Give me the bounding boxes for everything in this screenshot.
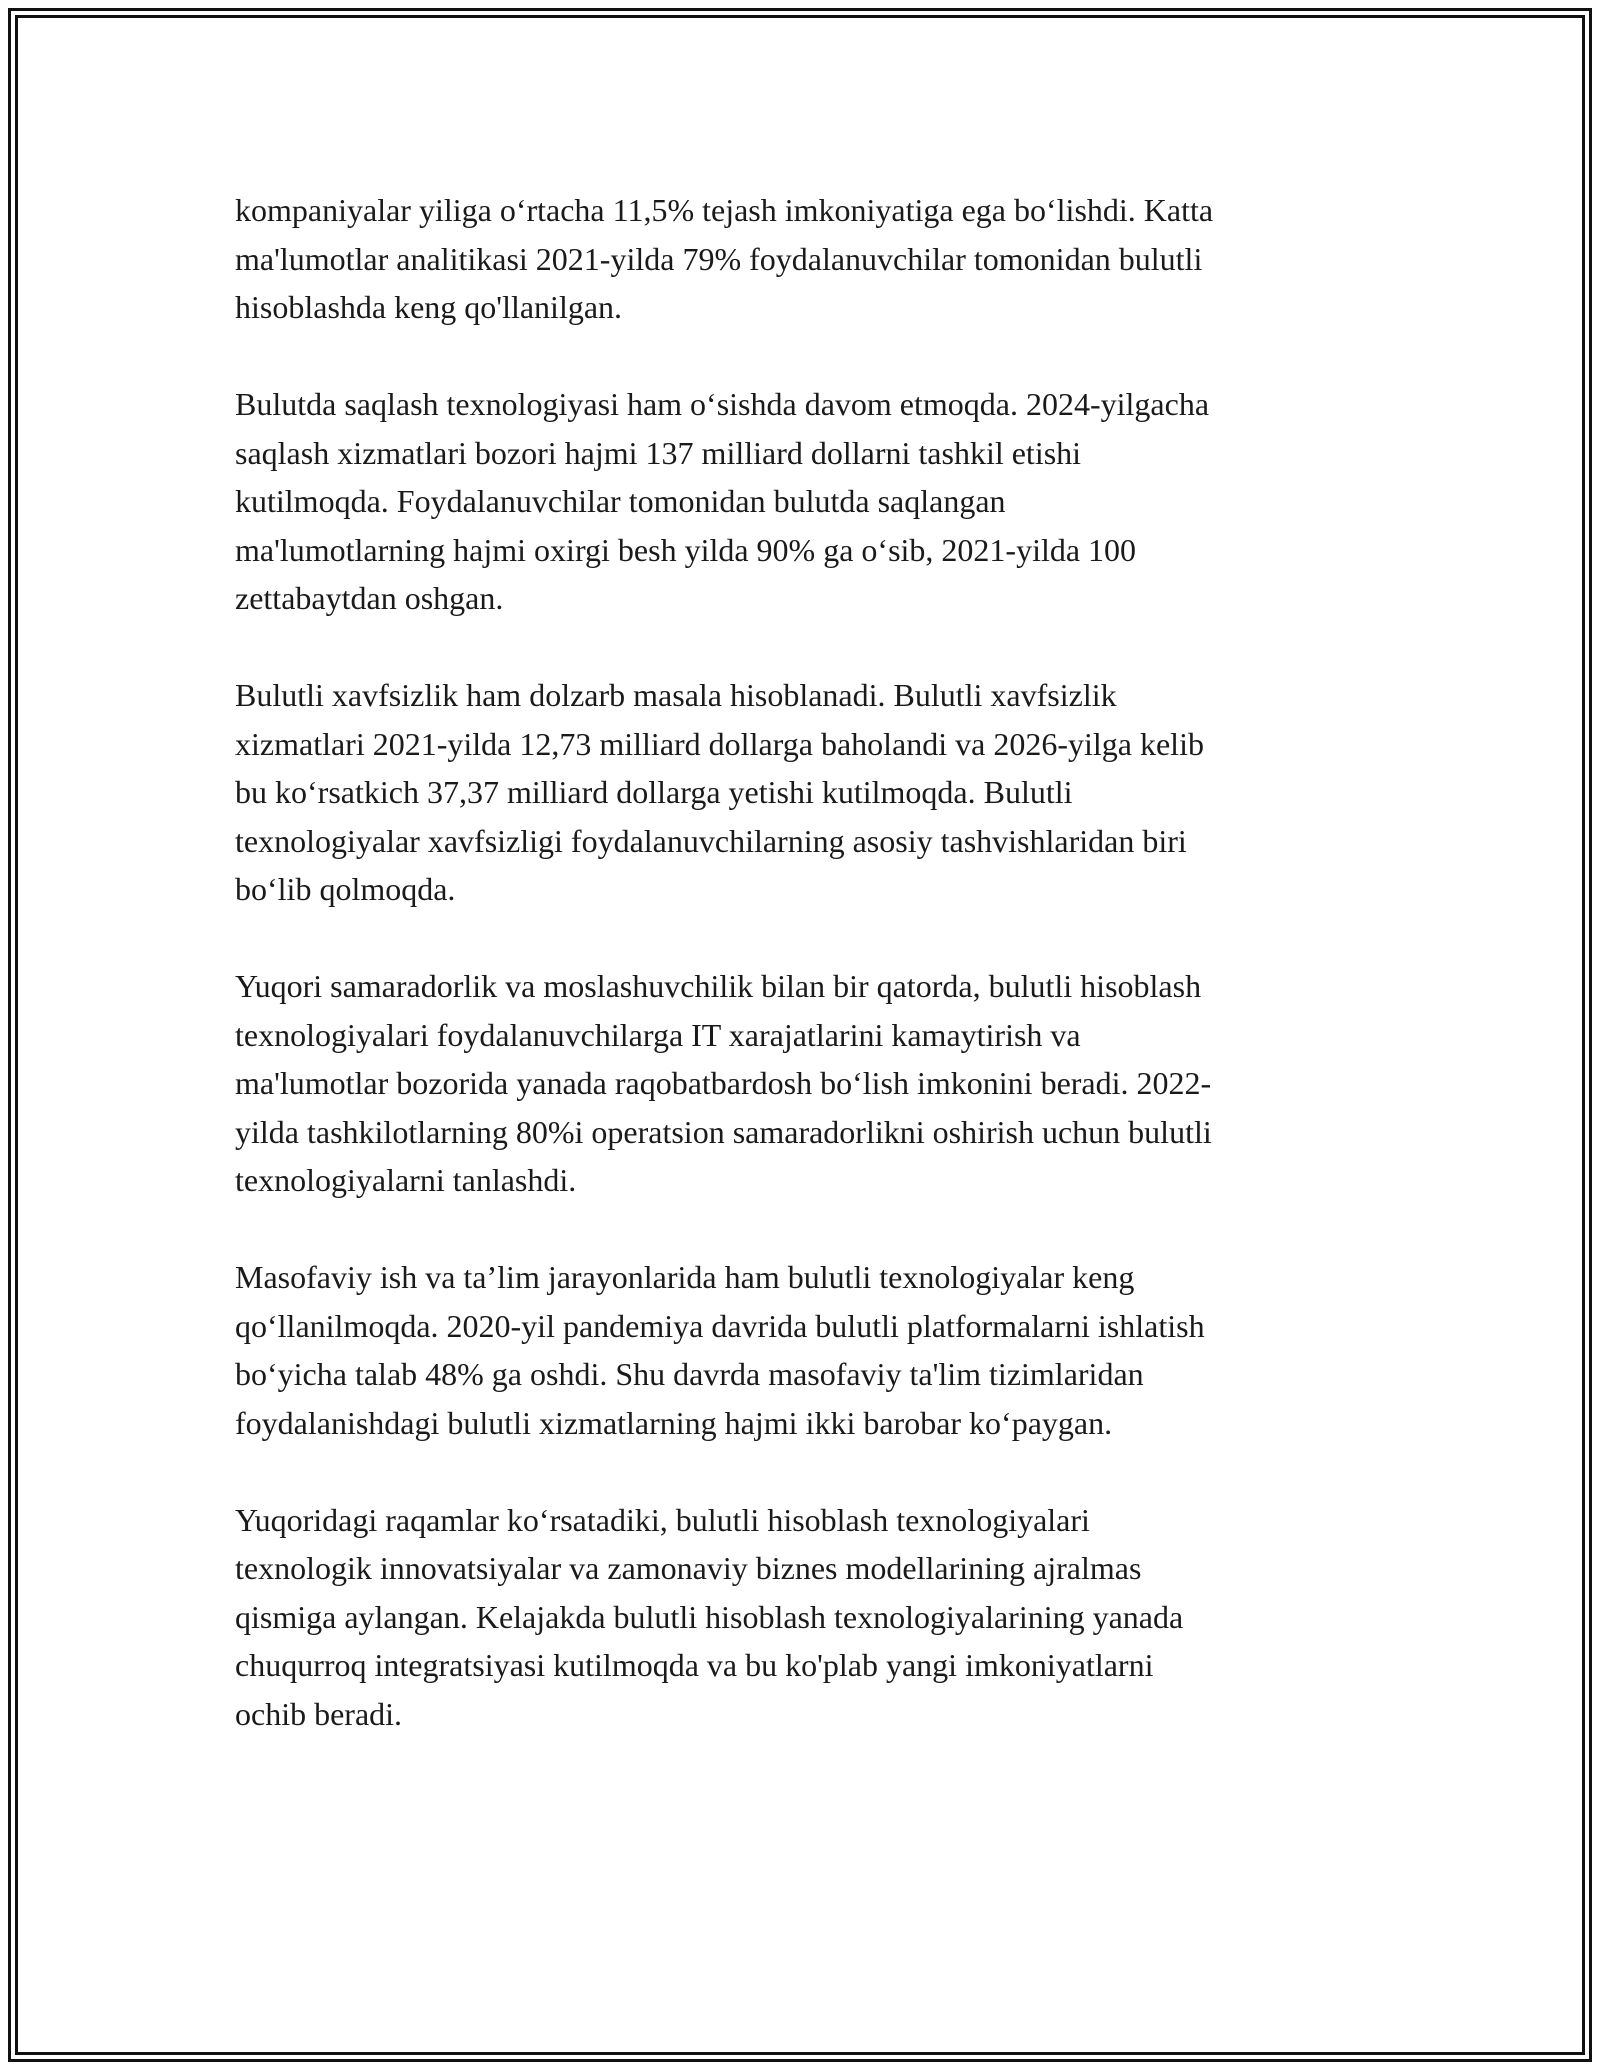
paragraph-1	[235, 186, 1365, 332]
line: ma'lumotlar analitikasi 2021-yilda 79% foydalanuvchilar tomonidan bulutli	[235, 240, 1203, 277]
line: yilda tashkilotlarning 80%i operatsion samaradorlikni oshirish uchun bulutli	[235, 1113, 1212, 1150]
paragraph-2	[235, 380, 1365, 623]
line: qismiga aylangan. Kelajakda bulutli hisoblash texnologiyalarining yanada	[235, 1598, 1184, 1635]
line: Yuqoridagi raqamlar ko‘rsatadiki, bulutli hisoblash texnologiyalari	[235, 1501, 1090, 1538]
paragraph-3	[235, 671, 1365, 914]
line: bo‘lib qolmoqda.	[235, 871, 456, 907]
line: qo‘llanilmoqda. 2020-yil pandemiya davrida bulutli platformalarni ishlatish	[235, 1307, 1205, 1344]
line: Bulutli xavfsizlik ham dolzarb masala hisoblanadi. Bulutli xavfsizlik	[235, 677, 1117, 713]
document-body	[235, 186, 1365, 1787]
line: kutilmoqda. Foydalanuvchilar tomonidan bulutda saqlangan	[235, 483, 1006, 519]
line: Yuqori samaradorlik va moslashuvchilik bilan bir qatorda, bulutli hisoblash	[235, 968, 1202, 1004]
line: ma'lumotlar bozorida yanada raqobatbardosh bo‘lish imkonini beradi. 2022-	[235, 1065, 1212, 1101]
line: texnologiyalar xavfsizligi foydalanuvchilarning asosiy tashvishlaridan biri	[235, 822, 1187, 859]
line: ochib beradi.	[235, 1695, 403, 1732]
line: hisoblashda keng qo'llanilgan.	[235, 289, 623, 325]
line: texnologiyalari foydalanuvchilarga IT xarajatlarini kamaytirish va	[235, 1016, 1081, 1053]
line: Bulutda saqlash texnologiyasi ham o‘sishda davom etmoqda. 2024-yilgacha	[235, 386, 1210, 422]
line: zettabaytdan oshgan.	[235, 580, 504, 616]
line: ma'lumotlarning hajmi oxirgi besh yilda 90% ga o‘sib, 2021-yilda 100	[235, 531, 1137, 568]
line: foydalanishdagi bulutli xizmatlarning hajmi ikki barobar ko‘paygan.	[235, 1404, 1113, 1441]
paragraph-5	[235, 1253, 1365, 1447]
line: Masofaviy ish va ta’lim jarayonlarida ham bulutli texnologiyalar keng	[235, 1259, 1135, 1295]
line: kompaniyalar yiliga o‘rtacha 11,5% tejash imkoniyatiga ega bo‘lishdi. Katta	[235, 192, 1214, 228]
line: bo‘yicha talab 48% ga oshdi. Shu davrda masofaviy ta'lim tizimlaridan	[235, 1356, 1144, 1392]
line: texnologik innovatsiyalar va zamonaviy biznes modellarining ajralmas	[235, 1550, 1142, 1586]
line: texnologiyalarni tanlashdi.	[235, 1162, 577, 1198]
paragraph-6	[235, 1496, 1365, 1739]
line: bu ko‘rsatkich 37,37 milliard dollarga yetishi kutilmoqda. Bulutli	[235, 774, 1073, 810]
line: saqlash xizmatlari bozori hajmi 137 milliard dollarni tashkil etishi	[235, 434, 1082, 471]
line: chuqurroq integratsiyasi kutilmoqda va bu ko'plab yangi imkoniyatlarni	[235, 1647, 1154, 1683]
line: xizmatlari 2021-yilda 12,73 milliard dollarga baholandi va 2026-yilga kelib	[235, 725, 1204, 762]
paragraph-4	[235, 962, 1365, 1205]
